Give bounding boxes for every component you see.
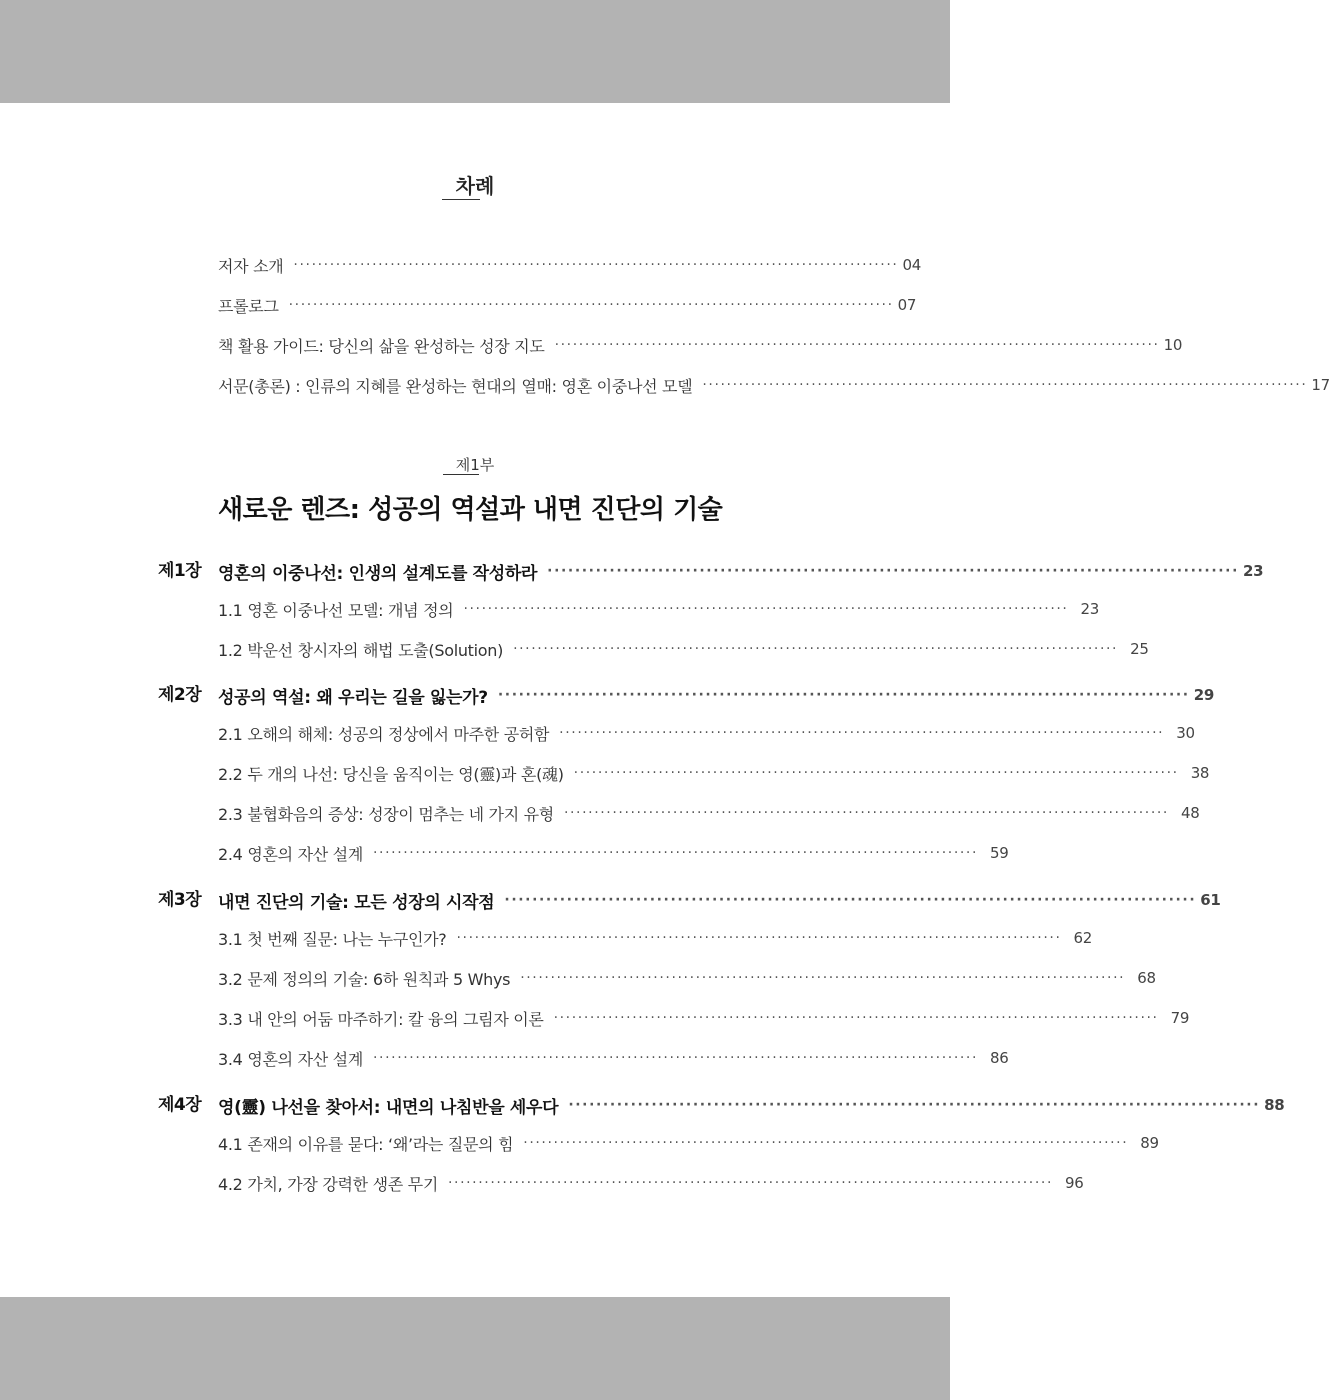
toc-section-1-2[interactable] <box>218 636 1149 662</box>
toc-entry-author-intro[interactable] <box>218 252 921 278</box>
toc-entry-prologue[interactable] <box>218 292 917 318</box>
toc-chapter-3[interactable] <box>218 887 1221 913</box>
bottom-margin-band <box>0 1297 950 1400</box>
toc-chapter-1[interactable] <box>218 558 1264 584</box>
part-label: 제1부 <box>455 456 495 474</box>
toc-entry-guide[interactable] <box>218 332 1183 358</box>
chapter-page: 61 <box>1200 891 1221 909</box>
section-page: 30 <box>1176 724 1195 742</box>
chapter-title: 성공의 역설: 왜 우리는 길을 잃는가? <box>218 687 488 708</box>
section-page: 59 <box>990 844 1009 862</box>
chapter-number: 제4장 <box>158 1095 202 1115</box>
section-page: 96 <box>1065 1174 1084 1192</box>
chapter-title: 영(靈) 나선을 찾아서: 내면의 나침반을 세우다 <box>218 1097 559 1118</box>
section-page: 86 <box>990 1049 1009 1067</box>
section-page: 23 <box>1080 600 1099 618</box>
dot-leader: ···································································································· <box>456 930 1062 946</box>
toc-section-3-4[interactable] <box>218 1045 1009 1071</box>
section-label: 2.3 불협화음의 증상: 성장이 멈추는 네 가지 유형 <box>218 804 554 824</box>
section-label: 1.2 박운선 창시자의 해법 도출(Solution) <box>218 640 504 660</box>
section-page: 38 <box>1190 764 1210 782</box>
dot-leader: ···································································································· <box>520 970 1126 986</box>
toc-section-3-3[interactable] <box>218 1005 1190 1031</box>
toc-section-2-4[interactable] <box>218 840 1009 866</box>
toc-title-underline <box>442 199 480 200</box>
section-label: 4.2 가치, 가장 강력한 생존 무기 <box>218 1174 438 1194</box>
dot-leader: ···································································································· <box>373 845 979 861</box>
entry-page: 17 <box>1311 376 1330 394</box>
section-page: 25 <box>1130 640 1149 658</box>
entry-label: 책 활용 가이드: 당신의 삶을 완성하는 성장 지도 <box>218 336 545 356</box>
entry-page: 07 <box>897 296 917 314</box>
section-label: 1.1 영혼 이중나선 모델: 개념 정의 <box>218 600 454 620</box>
part-label-underline <box>443 474 479 475</box>
chapter-page: 23 <box>1243 562 1264 580</box>
entry-page: 04 <box>902 256 921 274</box>
chapter-title: 영혼의 이중나선: 인생의 설계도를 작성하라 <box>218 563 538 584</box>
section-label: 4.1 존재의 이유를 묻다: ‘왜’라는 질문의 힘 <box>218 1134 514 1154</box>
section-label: 2.1 오해의 해체: 성공의 정상에서 마주한 공허함 <box>218 724 550 744</box>
toc-section-4-2[interactable] <box>218 1170 1084 1196</box>
toc-entry-preface[interactable] <box>218 372 1330 398</box>
dot-leader: ···································································································· <box>568 1097 1261 1113</box>
toc-section-2-1[interactable] <box>218 720 1195 746</box>
entry-page: 10 <box>1163 336 1183 354</box>
entry-label: 프롤로그 <box>218 296 279 316</box>
entry-label: 서문(총론) : 인류의 지혜를 완성하는 현대의 열매: 영혼 이중나선 모델 <box>218 376 693 396</box>
toc-section-4-1[interactable] <box>218 1130 1159 1156</box>
dot-leader: ···································································································· <box>463 601 1069 617</box>
toc-section-2-2[interactable] <box>218 760 1210 786</box>
toc-chapter-4[interactable] <box>218 1092 1285 1118</box>
dot-leader: ···································································································· <box>447 1175 1054 1191</box>
chapter-number: 제1장 <box>158 561 202 581</box>
dot-leader: ···································································································· <box>559 725 1165 741</box>
entry-label: 저자 소개 <box>218 256 284 276</box>
dot-leader: ···································································································· <box>547 563 1240 579</box>
dot-leader: ···································································································· <box>293 257 899 273</box>
dot-leader: ···································································································· <box>702 377 1308 393</box>
section-page: 48 <box>1180 804 1200 822</box>
toc-section-1-1[interactable] <box>218 596 1099 622</box>
dot-leader: ···································································································· <box>513 641 1119 657</box>
dot-leader: ···································································································· <box>497 687 1190 703</box>
section-label: 3.3 내 안의 어둠 마주하기: 칼 융의 그림자 이론 <box>218 1009 544 1029</box>
section-label: 2.2 두 개의 나선: 당신을 움직이는 영(靈)과 혼(魂) <box>218 764 564 784</box>
section-label: 3.2 문제 정의의 기술: 6하 원칙과 5 Whys <box>218 969 511 989</box>
dot-leader: ···································································································· <box>504 892 1197 908</box>
section-page: 89 <box>1140 1134 1159 1152</box>
chapter-number: 제2장 <box>158 685 202 705</box>
chapter-page: 88 <box>1264 1096 1285 1114</box>
dot-leader: ···································································································· <box>553 1010 1159 1026</box>
section-label: 3.4 영혼의 자산 설계 <box>218 1049 363 1069</box>
toc-section-3-2[interactable] <box>218 965 1156 991</box>
chapter-page: 29 <box>1193 686 1214 704</box>
dot-leader: ···································································································· <box>288 297 894 313</box>
top-margin-band <box>0 0 950 103</box>
toc-section-2-3[interactable] <box>218 800 1200 826</box>
toc-chapter-2[interactable] <box>218 682 1214 708</box>
toc-title: 차례 <box>455 174 495 198</box>
chapter-title: 내면 진단의 기술: 모든 성장의 시작점 <box>218 892 495 913</box>
dot-leader: ···································································································· <box>523 1135 1129 1151</box>
section-page: 79 <box>1170 1009 1190 1027</box>
section-label: 2.4 영혼의 자산 설계 <box>218 844 363 864</box>
chapter-number: 제3장 <box>158 890 202 910</box>
part-title: 새로운 렌즈: 성공의 역설과 내면 진단의 기술 <box>218 495 723 525</box>
section-page: 68 <box>1137 969 1156 987</box>
dot-leader: ···································································································· <box>563 805 1169 821</box>
section-label: 3.1 첫 번째 질문: 나는 누구인가? <box>218 929 447 949</box>
section-page: 62 <box>1073 929 1093 947</box>
toc-section-3-1[interactable] <box>218 925 1093 951</box>
dot-leader: ···································································································· <box>373 1050 979 1066</box>
dot-leader: ···································································································· <box>573 765 1179 781</box>
dot-leader: ···································································································· <box>554 337 1160 353</box>
